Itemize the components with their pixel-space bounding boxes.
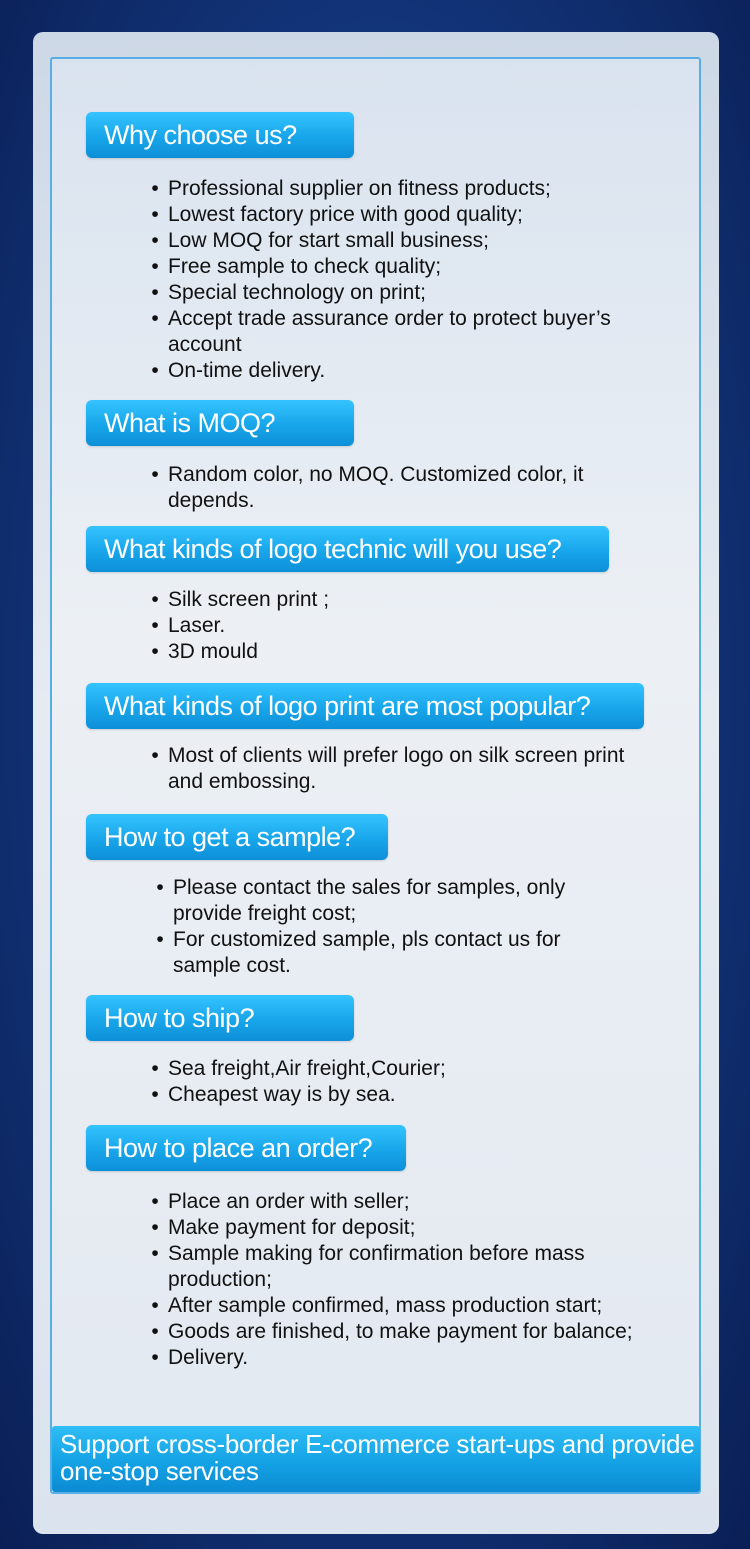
list-item: • For customized sample, pls contact us for sample cost. <box>153 927 613 979</box>
list-item: • Most of clients will prefer logo on silk screen print and embossing. <box>148 743 628 795</box>
section-header-what-is-moq: What is MOQ? <box>86 400 354 446</box>
bullet-icon: • <box>156 876 164 899</box>
place-order-list <box>148 1189 673 1371</box>
list-item: • Lowest factory price with good quality; <box>148 202 668 228</box>
bullet-icon: • <box>151 229 159 252</box>
section-header-place-order: How to place an order? <box>86 1125 406 1171</box>
bullet-icon: • <box>156 928 164 951</box>
list-item: • After sample confirmed, mass production start; <box>148 1293 673 1319</box>
how-to-ship-list <box>148 1056 628 1108</box>
moq-list <box>148 462 628 514</box>
bullet-icon: • <box>151 1083 159 1106</box>
popular-logo-print-list <box>148 743 628 795</box>
section-header-get-sample: How to get a sample? <box>86 814 388 860</box>
section-header-why-choose-us: Why choose us? <box>86 112 354 158</box>
bullet-icon: • <box>151 177 159 200</box>
bullet-icon: • <box>151 203 159 226</box>
list-item: • Please contact the sales for samples, only provide freight cost; <box>153 875 613 927</box>
bullet-icon: • <box>151 281 159 304</box>
list-item: • Sample making for confirmation before mass production; <box>148 1241 648 1293</box>
list-item: • Place an order with seller; <box>148 1189 673 1215</box>
bullet-icon: • <box>151 1320 159 1343</box>
bullet-icon: • <box>151 255 159 278</box>
get-sample-list <box>153 875 613 979</box>
bullet-icon: • <box>151 588 159 611</box>
bullet-icon: • <box>151 1216 159 1239</box>
list-item: • Special technology on print; <box>148 280 668 306</box>
bullet-icon: • <box>151 1190 159 1213</box>
bullet-icon: • <box>151 640 159 663</box>
section-header-how-to-ship: How to ship? <box>86 995 354 1041</box>
bullet-icon: • <box>151 307 159 330</box>
logo-technic-list <box>148 587 628 665</box>
list-item: • Goods are finished, to make payment for balance; <box>148 1319 673 1345</box>
why-choose-us-list <box>148 176 668 384</box>
list-item: • 3D mould <box>148 639 628 665</box>
bullet-icon: • <box>151 463 159 486</box>
bullet-icon: • <box>151 1294 159 1317</box>
bullet-icon: • <box>151 1057 159 1080</box>
bullet-icon: • <box>151 744 159 767</box>
bullet-icon: • <box>151 1346 159 1369</box>
bullet-icon: • <box>151 359 159 382</box>
list-item: • On-time delivery. <box>148 358 668 384</box>
list-item: • Free sample to check quality; <box>148 254 668 280</box>
list-item: • Laser. <box>148 613 628 639</box>
list-item: • Sea freight,Air freight,Courier; <box>148 1056 628 1082</box>
list-item: • Silk screen print ; <box>148 587 628 613</box>
section-header-logo-technic: What kinds of logo technic will you use? <box>86 526 609 572</box>
section-header-popular-logo-print: What kinds of logo print are most popular? <box>86 683 644 729</box>
list-item: • Cheapest way is by sea. <box>148 1082 628 1108</box>
footer-text: Support cross-border E-commerce start-ups and provide one-stop services <box>60 1429 695 1486</box>
list-item: • Accept trade assurance order to protect buyer’s account <box>148 306 668 358</box>
bullet-icon: • <box>151 1242 159 1265</box>
footer-banner <box>52 1426 700 1492</box>
list-item: • Professional supplier on fitness products; <box>148 176 668 202</box>
list-item: • Make payment for deposit; <box>148 1215 673 1241</box>
list-item: • Low MOQ for start small business; <box>148 228 668 254</box>
list-item: • Random color, no MOQ. Customized color, it depends. <box>148 462 628 514</box>
list-item: • Delivery. <box>148 1345 673 1371</box>
bullet-icon: • <box>151 614 159 637</box>
